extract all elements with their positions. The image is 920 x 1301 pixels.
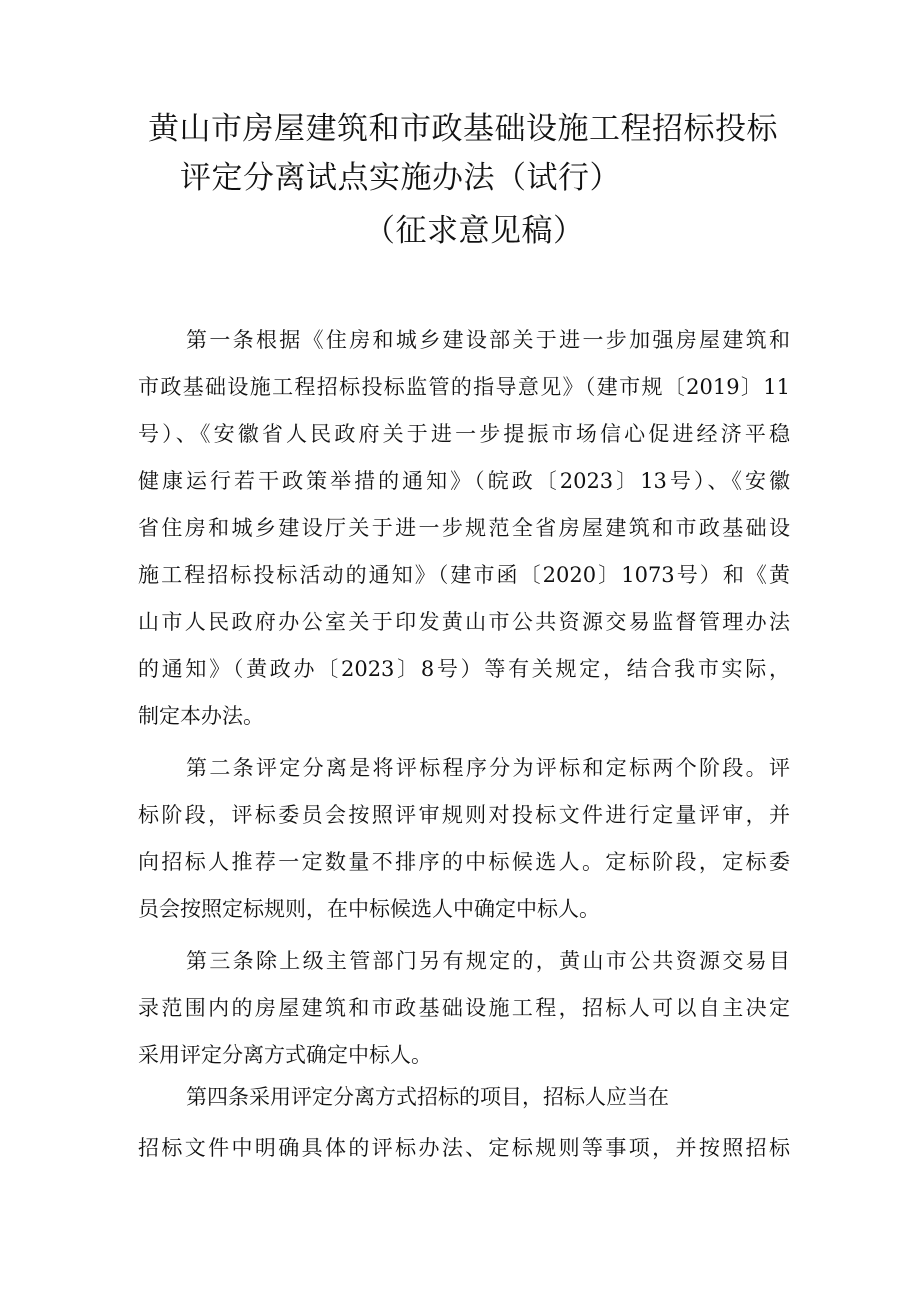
document-title-draft-note: （征求意见稿） xyxy=(364,213,585,249)
article-1-line: 制定本办法。 xyxy=(138,704,264,728)
article-3-line: 第三条除上级主管部门另有规定的，黄山市公共资源交易目 xyxy=(186,949,790,973)
article-2-line: 第二条评定分离是将评标程序分为评标和定标两个阶段。评 xyxy=(186,756,790,780)
article-1-line: 号）、《安徽省人民政府关于进一步提振市场信心促进经济平稳 xyxy=(138,422,790,446)
article-1-line: 的通知》（黄政办〔2023〕8号）等有关规定，结合我市实际， xyxy=(138,657,790,681)
article-4-line: 招标文件中明确具体的评标办法、定标规则等事项，并按照招标 xyxy=(138,1136,790,1160)
article-1-line: 市政基础设施工程招标投标监管的指导意见》（建市规〔2019〕11 xyxy=(138,375,790,399)
article-2-line: 标阶段，评标委员会按照评审规则对投标文件进行定量评审，并 xyxy=(138,803,790,827)
article-1-line: 施工程招标投标活动的通知》（建市函〔2020〕1073号）和《黄 xyxy=(138,563,790,587)
article-2-line: 向招标人推荐一定数量不排序的中标候选人。定标阶段，定标委 xyxy=(138,850,790,874)
article-4-line: 第四条采用评定分离方式招标的项目，招标人应当在 xyxy=(186,1085,669,1109)
article-1-line: 省住房和城乡建设厅关于进一步规范全省房屋建筑和市政基础设 xyxy=(138,516,790,540)
article-3-line: 录范围内的房屋建筑和市政基础设施工程，招标人可以自主决定 xyxy=(138,996,790,1020)
document-title-line-1: 黄山市房屋建筑和市政基础设施工程招标投标 xyxy=(148,111,778,147)
article-1-line: 山市人民政府办公室关于印发黄山市公共资源交易监督管理办法 xyxy=(138,610,790,634)
document-title-line-2: 评定分离试点实施办法（试行） xyxy=(180,160,621,196)
article-3-line: 采用评定分离方式确定中标人。 xyxy=(138,1043,432,1067)
article-2-line: 员会按照定标规则，在中标候选人中确定中标人。 xyxy=(138,897,600,921)
article-1-line: 健康运行若干政策举措的通知》（皖政〔2023〕13号）、《安徽 xyxy=(138,469,790,493)
article-1-line: 第一条根据《住房和城乡建设部关于进一步加强房屋建筑和 xyxy=(186,328,790,352)
